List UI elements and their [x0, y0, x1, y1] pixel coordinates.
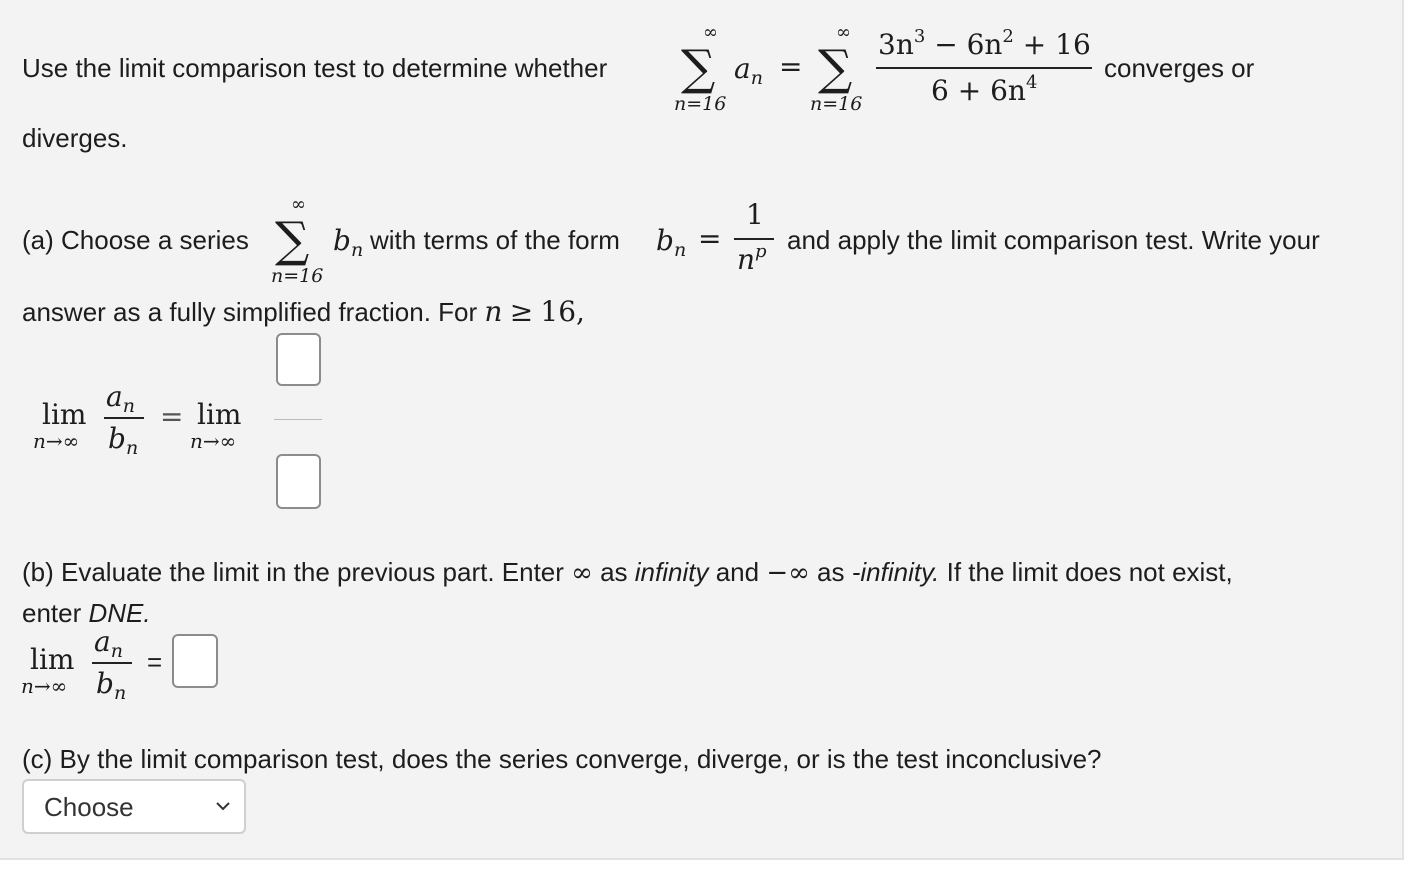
- part-a-frac-den: np: [737, 241, 767, 276]
- sum-b-lower: n=16: [810, 93, 863, 115]
- limit-answer-input[interactable]: [172, 634, 218, 688]
- part-a-frac-num: 1: [746, 198, 764, 231]
- sum-a-lower: n=16: [674, 93, 727, 115]
- part-b-text1: (b) Evaluate the limit in the previous part. Enter ∞ as infinity and −∞ as -infinity. If the limit does not exist,: [22, 557, 1233, 588]
- sum-b-upper: ∞: [836, 22, 851, 43]
- fraction-bar: [876, 67, 1092, 69]
- part-a-eq2: =: [160, 400, 184, 433]
- part-b-text2: enter DNE.: [22, 598, 151, 628]
- sum-a-term: an: [734, 52, 763, 89]
- chevron-down-icon: [214, 797, 232, 820]
- sum-b-sigma: ∑: [818, 40, 853, 96]
- part-a-sigma: ∑: [275, 212, 310, 268]
- intro-text-after: converges or: [1104, 53, 1255, 83]
- fraction-numerator: $3n^3 - 6n^2 + 16$: [878, 26, 1091, 61]
- part-a-ratio-den: bn: [108, 422, 139, 459]
- part-a-text1: (a) Choose a series: [22, 225, 249, 255]
- part-a-frac-bar: [734, 238, 774, 240]
- part-a-text4: answer as a fully simplified fraction. For n ≥ 16,: [22, 295, 585, 328]
- sum-a-upper: ∞: [703, 22, 718, 43]
- part-a-text3: and apply the limit comparison test. Write your: [787, 225, 1320, 255]
- conclusion-select[interactable]: [22, 779, 246, 834]
- part-a-sum-upper: ∞: [291, 194, 306, 215]
- intro-text-line2: diverges.: [22, 123, 128, 153]
- part-a-lim2-sub: n→∞: [190, 429, 237, 453]
- part-b-ratio-den: bn: [96, 667, 127, 704]
- part-a-sum-lower: n=16: [271, 265, 324, 287]
- part-b-ratio-num: an: [94, 625, 123, 662]
- sum-a-sigma: ∑: [681, 40, 716, 96]
- fraction-denominator: $6 + 6n^4$: [931, 72, 1038, 107]
- part-b-ratio-bar: [92, 662, 132, 664]
- part-a-lim-sub: n→∞: [33, 429, 80, 453]
- part-a-eq: =: [698, 222, 722, 255]
- part-b-lim: lim: [30, 643, 75, 676]
- part-a-lim: lim: [42, 398, 87, 431]
- part-c-question: (c) By the limit comparison test, does the series converge, diverge, or is the test inconclusive?: [22, 744, 1102, 774]
- answer-fraction-bar: [274, 419, 322, 420]
- select-value: Choose: [44, 792, 134, 822]
- part-a-lim2: lim: [197, 398, 242, 431]
- part-a-text2: with terms of the form: [370, 225, 620, 255]
- part-a-bn: bn: [656, 224, 687, 261]
- denominator-input[interactable]: [276, 454, 321, 509]
- part-a-term: bn: [333, 224, 364, 261]
- part-a-ratio-num: an: [106, 380, 135, 417]
- intro-text: Use the limit comparison test to determine whether: [22, 53, 608, 83]
- part-a-ratio-bar: [104, 417, 144, 419]
- numerator-input[interactable]: [276, 333, 321, 386]
- intro-equals: =: [779, 50, 803, 83]
- part-b-eq: =: [147, 647, 163, 677]
- part-b-lim-sub: n→∞: [21, 674, 68, 698]
